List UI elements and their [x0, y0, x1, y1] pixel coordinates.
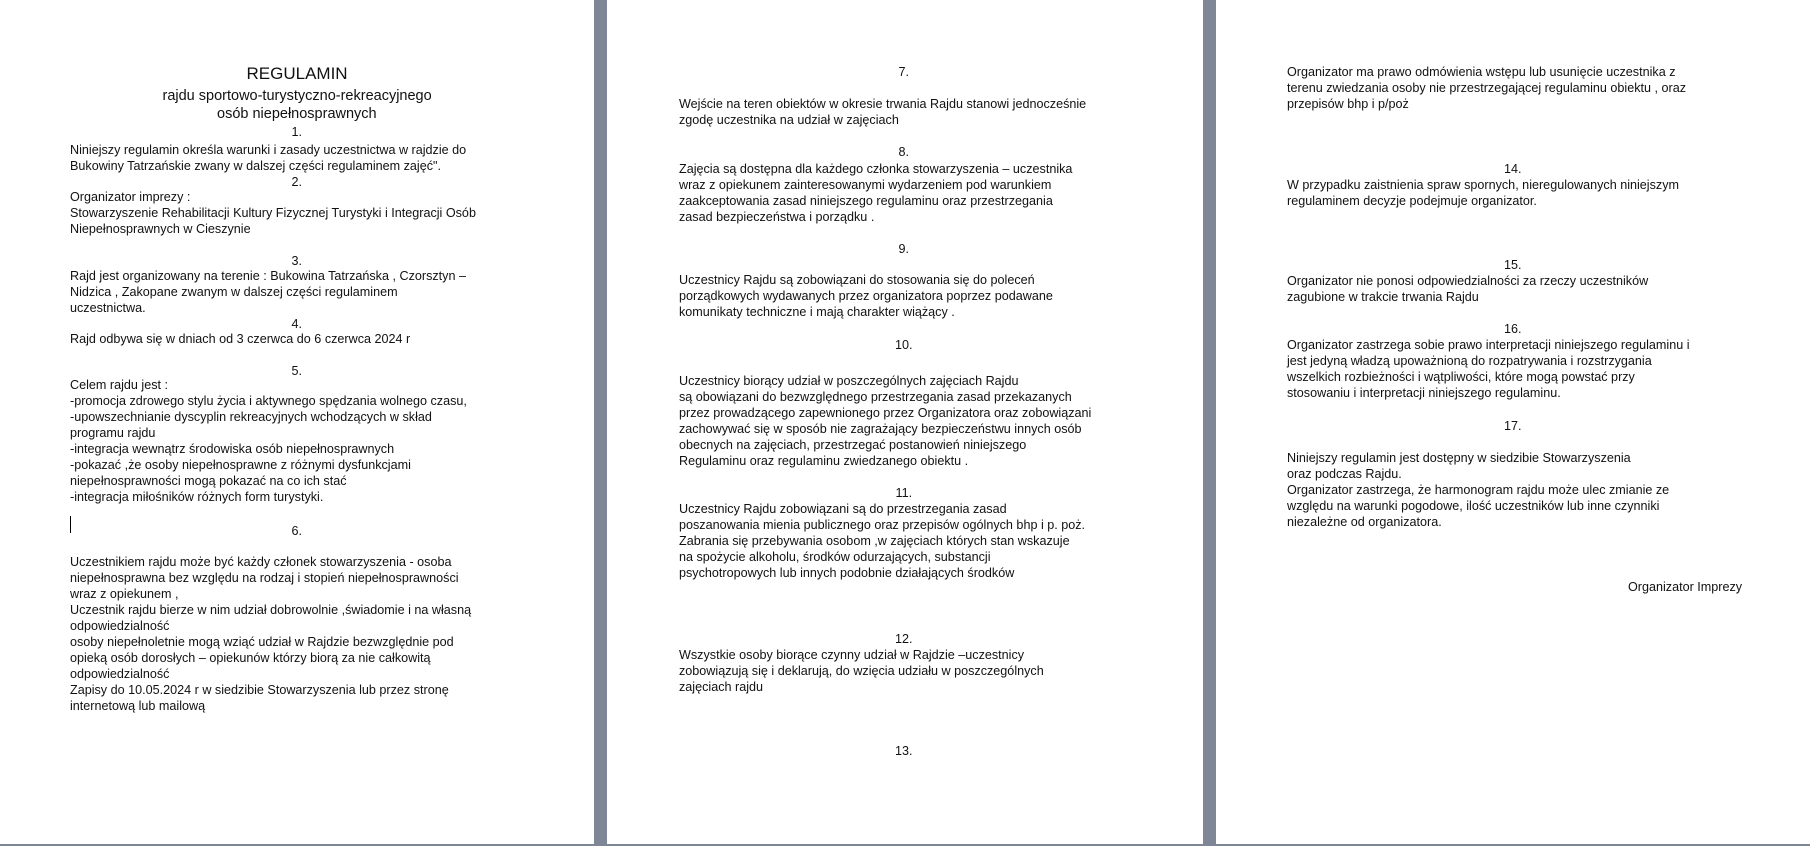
text-line: Organizator imprezy :: [70, 190, 191, 204]
text-line: względu na warunki pogodowe, ilość uczestników lub inne czynniki: [1287, 499, 1660, 513]
section-number: 15.: [1504, 258, 1522, 272]
section-number: 16.: [1504, 322, 1522, 336]
text-line: porządkowych wydawanych przez organizatora poprzez podawane: [679, 289, 1053, 303]
text-line: Organizator ma prawo odmówienia wstępu lub usunięcie uczestnika z: [1287, 65, 1676, 79]
text-line: zachowywać się w sposób nie zagrażający bezpieczeństwu innych osób: [679, 422, 1082, 436]
text-line: Celem rajdu jest :: [70, 378, 168, 392]
section-number: 4.: [291, 317, 303, 331]
text-line: Organizator zastrzega, że harmonogram rajdu może ulec zmianie ze: [1287, 483, 1670, 497]
text-line: Uczestnicy Rajdu są zobowiązani do stosowania się do poleceń: [679, 273, 1035, 287]
section-number: 13.: [895, 744, 913, 758]
text-line: Zapisy do 10.05.2024 r w siedzibie Stowarzyszenia lub przez stronę: [70, 683, 449, 697]
text-line: wraz z opiekunem ,: [70, 587, 179, 601]
signature-line: Organizator Imprezy: [1628, 580, 1743, 594]
text-line: przez prowadzącego zapewnionego przez Organizatora oraz zobowiązani: [679, 406, 1092, 420]
page-2[interactable]: [607, 0, 1203, 844]
text-line: Regulaminu oraz regulaminu zwiedzanego obiektu .: [679, 454, 969, 468]
text-line: programu rajdu: [70, 426, 156, 440]
text-line: Niniejszy regulamin określa warunki i zasady uczestnictwa w rajdzie do: [70, 143, 467, 157]
text-line: osoby niepełnoletnie mogą wziąć udział w Rajdzie bezwzględnie pod: [70, 635, 454, 649]
text-line: komunikaty techniczne i mają charakter wiążący .: [679, 305, 955, 319]
text-line: Nidzica , Zakopane zwanym w dalszej części regulaminem: [70, 285, 398, 299]
text-line: uczestnictwa.: [70, 301, 146, 315]
text-line: internetową lub mailową: [70, 699, 206, 713]
text-line: zajęciach rajdu: [679, 680, 764, 694]
text-line: zobowiązują się i deklarują, do wzięcia udziału w poszczególnych: [679, 664, 1044, 678]
text-line: Uczestnicy biorący udział w poszczególnych zajęciach Rajdu: [679, 374, 1019, 388]
section-number: 9.: [898, 242, 910, 256]
text-line: zaakceptowania zasad niniejszego regulaminu oraz przestrzegania: [679, 194, 1053, 208]
section-number: 7.: [898, 65, 910, 79]
text-line: zasad bezpieczeństwa i porządku .: [679, 210, 875, 224]
section-number: 11.: [895, 486, 913, 500]
section-number: 6.: [291, 524, 303, 538]
section-number: 5.: [291, 364, 303, 378]
text-line: Zajęcia są dostępna dla każdego członka stowarzyszenia – uczestnika: [679, 162, 1073, 176]
text-line: odpowiedzialność: [70, 667, 170, 681]
text-line: Zabrania się przebywania osobom ,w zajęciach których stan wskazuje: [679, 534, 1070, 548]
text-line: -promocja zdrowego stylu życia i aktywnego spędzania wolnego czasu,: [70, 394, 467, 408]
text-line: niezależne od organizatora.: [1287, 515, 1442, 529]
text-line: Organizator zastrzega sobie prawo interpretacji niniejszego regulaminu i: [1287, 338, 1690, 352]
section-number: 2.: [291, 175, 303, 189]
document-subtitle: osób niepełnosprawnych: [217, 106, 377, 122]
text-line: zgodę uczestnika na udział w zajęciach: [679, 113, 899, 127]
text-line: -pokazać ,że osoby niepełnosprawne z różnymi dysfunkcjami: [70, 458, 411, 472]
page-3[interactable]: [1216, 0, 1810, 844]
section-number: 12.: [895, 632, 913, 646]
text-line: -upowszechnianie dyscyplin rekreacyjnych wchodzących w skład: [70, 410, 432, 424]
section-number: 8.: [898, 145, 910, 159]
text-line: poszanowania mienia publicznego oraz przepisów ogólnych bhp i p. poż.: [679, 518, 1086, 532]
text-line: regulaminem decyzje podejmuje organizator.: [1287, 194, 1537, 208]
document-title: REGULAMIN: [246, 64, 348, 83]
text-line: Rajd odbywa się w dniach od 3 czerwca do 6 czerwca 2024 r: [70, 332, 411, 346]
text-line: odpowiedzialność: [70, 619, 170, 633]
section-number: 10.: [895, 338, 913, 352]
text-line: W przypadku zaistnienia spraw spornych, nieregulowanych niniejszym: [1287, 178, 1679, 192]
text-line: jest jedyną władzą upoważnioną do rozpatrywania i rozstrzygania: [1287, 354, 1652, 368]
text-line: Uczestnik rajdu bierze w nim udział dobrowolnie ,świadomie i na własną: [70, 603, 472, 617]
page-1[interactable]: [0, 0, 594, 844]
text-line: Niniejszy regulamin jest dostępny w siedzibie Stowarzyszenia: [1287, 451, 1631, 465]
text-line: Wszystkie osoby biorące czynny udział w Rajdzie –uczestnicy: [679, 648, 1025, 662]
text-line: opieką osób dorosłych – opiekunów którzy biorą za nie całkowitą: [70, 651, 431, 665]
text-line: przepisów bhp i p/poż: [1287, 97, 1409, 111]
text-line: -integracja wewnątrz środowiska osób niepełnosprawnych: [70, 442, 395, 456]
text-line: niepełnosprawności mogą pokazać na co ich stać: [70, 474, 347, 488]
section-number: 14.: [1504, 162, 1522, 176]
text-line: Stowarzyszenie Rehabilitacji Kultury Fizycznej Turystyki i Integracji Osób: [70, 206, 476, 220]
text-line: psychotropowych lub innych podobnie działających środków: [679, 566, 1015, 580]
text-line: zagubione w trakcie trwania Rajdu: [1287, 290, 1479, 304]
text-line: Uczestnikiem rajdu może być każdy członek stowarzyszenia - osoba: [70, 555, 452, 569]
text-line: na spożycie alkoholu, środków odurzających, substancji: [679, 550, 991, 564]
text-line: Bukowiny Tatrzańskie zwany w dalszej części regulaminem zajęć".: [70, 159, 442, 173]
text-line: Niepełnosprawnych w Cieszynie: [70, 222, 251, 236]
text-line: Uczestnicy Rajdu zobowiązani są do przestrzegania zasad: [679, 502, 1007, 516]
section-number: 3.: [291, 254, 303, 268]
text-line: obecnych na zajęciach, przestrzegać postanowień niniejszego: [679, 438, 1027, 452]
text-line: -integracja miłośników różnych form turystyki.: [70, 490, 324, 504]
text-line: Organizator nie ponosi odpowiedzialności za rzeczy uczestników: [1287, 274, 1649, 288]
text-line: niepełnosprawna bez względu na rodzaj i stopień niepełnosprawności: [70, 571, 459, 585]
document-subtitle: rajdu sportowo-turystyczno-rekreacyjnego: [162, 88, 432, 104]
text-line: Rajd jest organizowany na terenie : Bukowina Tatrzańska , Czorsztyn –: [70, 269, 466, 283]
section-number: 1.: [291, 125, 303, 139]
text-line: oraz podczas Rajdu.: [1287, 467, 1402, 481]
text-line: są obowiązani do bezwzględnego przestrzegania zasad przekazanych: [679, 390, 1072, 404]
text-line: terenu zwiedzania osoby nie przestrzegającej regulaminu obiektu , oraz: [1287, 81, 1687, 95]
text-line: wraz z opiekunem zainteresowanymi wydarzeniem pod warunkiem: [679, 178, 1052, 192]
text-line: stosowaniu i interpretacji niniejszego regulaminu.: [1287, 386, 1561, 400]
text-cursor: [70, 516, 71, 533]
text-line: Wejście na teren obiektów w okresie trwania Rajdu stanowi jednocześnie: [679, 97, 1087, 111]
section-number: 17.: [1504, 419, 1522, 433]
text-line: wszelkich rozbieżności i wątpliwości, które mogą powstać przy: [1287, 370, 1635, 384]
